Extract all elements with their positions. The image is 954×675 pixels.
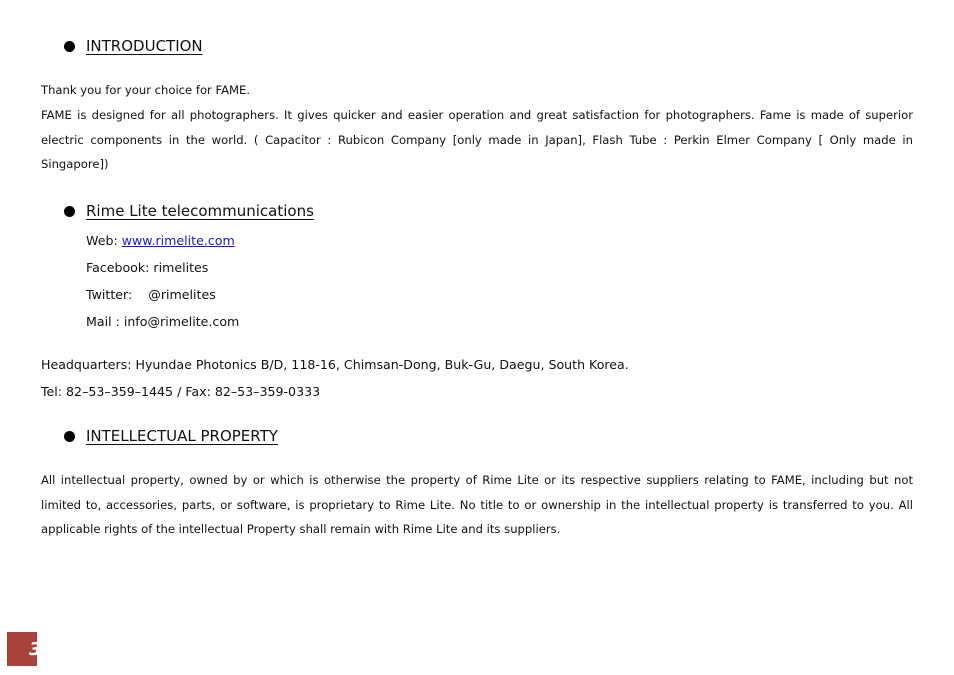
bullet-dot-icon xyxy=(64,206,75,217)
bullet-dot-icon xyxy=(64,41,75,52)
page-number-underline xyxy=(7,664,37,666)
bullet-dot-icon xyxy=(64,431,75,442)
page-number-badge xyxy=(7,632,42,666)
mail-line: Mail : info@rimelite.com xyxy=(86,314,240,329)
website-link[interactable]: www.rimelite.com xyxy=(121,233,235,248)
web-label: Web: xyxy=(86,233,122,248)
page-number: 3 xyxy=(29,639,42,660)
web-line xyxy=(86,227,235,254)
twitter-line: Twitter: @rimelites xyxy=(86,287,216,302)
headquarters-line: Headquarters: Hyundae Photonics B/D, 118-16, Chimsan-Dong, Buk-Gu, Daegu, South Korea. xyxy=(41,357,629,372)
intro-heading: INTRODUCTION xyxy=(86,37,203,55)
ip-paragraph: All intellectual property, owned by or which is otherwise the property of Rime Lite or its respective suppliers relating to FAME, including but not limited to, accessories, parts, or software, is proprietary to Rime Lite. No title to or ownership in the intellectual property is transferred to you. All applicable rights of the intellectual Property shall remain with Rime Lite and its suppliers. xyxy=(41,473,913,536)
facebook-line: Facebook: rimelites xyxy=(86,260,209,275)
tel-fax-line: Tel: 82–53–359–1445 / Fax: 82–53–359-0333 xyxy=(41,384,321,399)
ip-section-heading xyxy=(64,427,278,445)
ip-heading: INTELLECTUAL PROPERTY xyxy=(86,427,278,445)
contact-section-heading xyxy=(64,202,314,220)
intro-line-1: Thank you for your choice for FAME. xyxy=(41,83,251,97)
intro-paragraph: FAME is designed for all photographers. It gives quicker and easier operation and great satisfaction for photographers. Fame is made of superior electric components in the world. ( Capacitor : Rubicon Company [only made in Japan], Flash Tube : Perkin Elmer Company [ Only made in Singapore]) xyxy=(41,108,913,171)
intro-section-heading xyxy=(64,37,203,55)
contact-heading: Rime Lite telecommunications xyxy=(86,202,314,220)
